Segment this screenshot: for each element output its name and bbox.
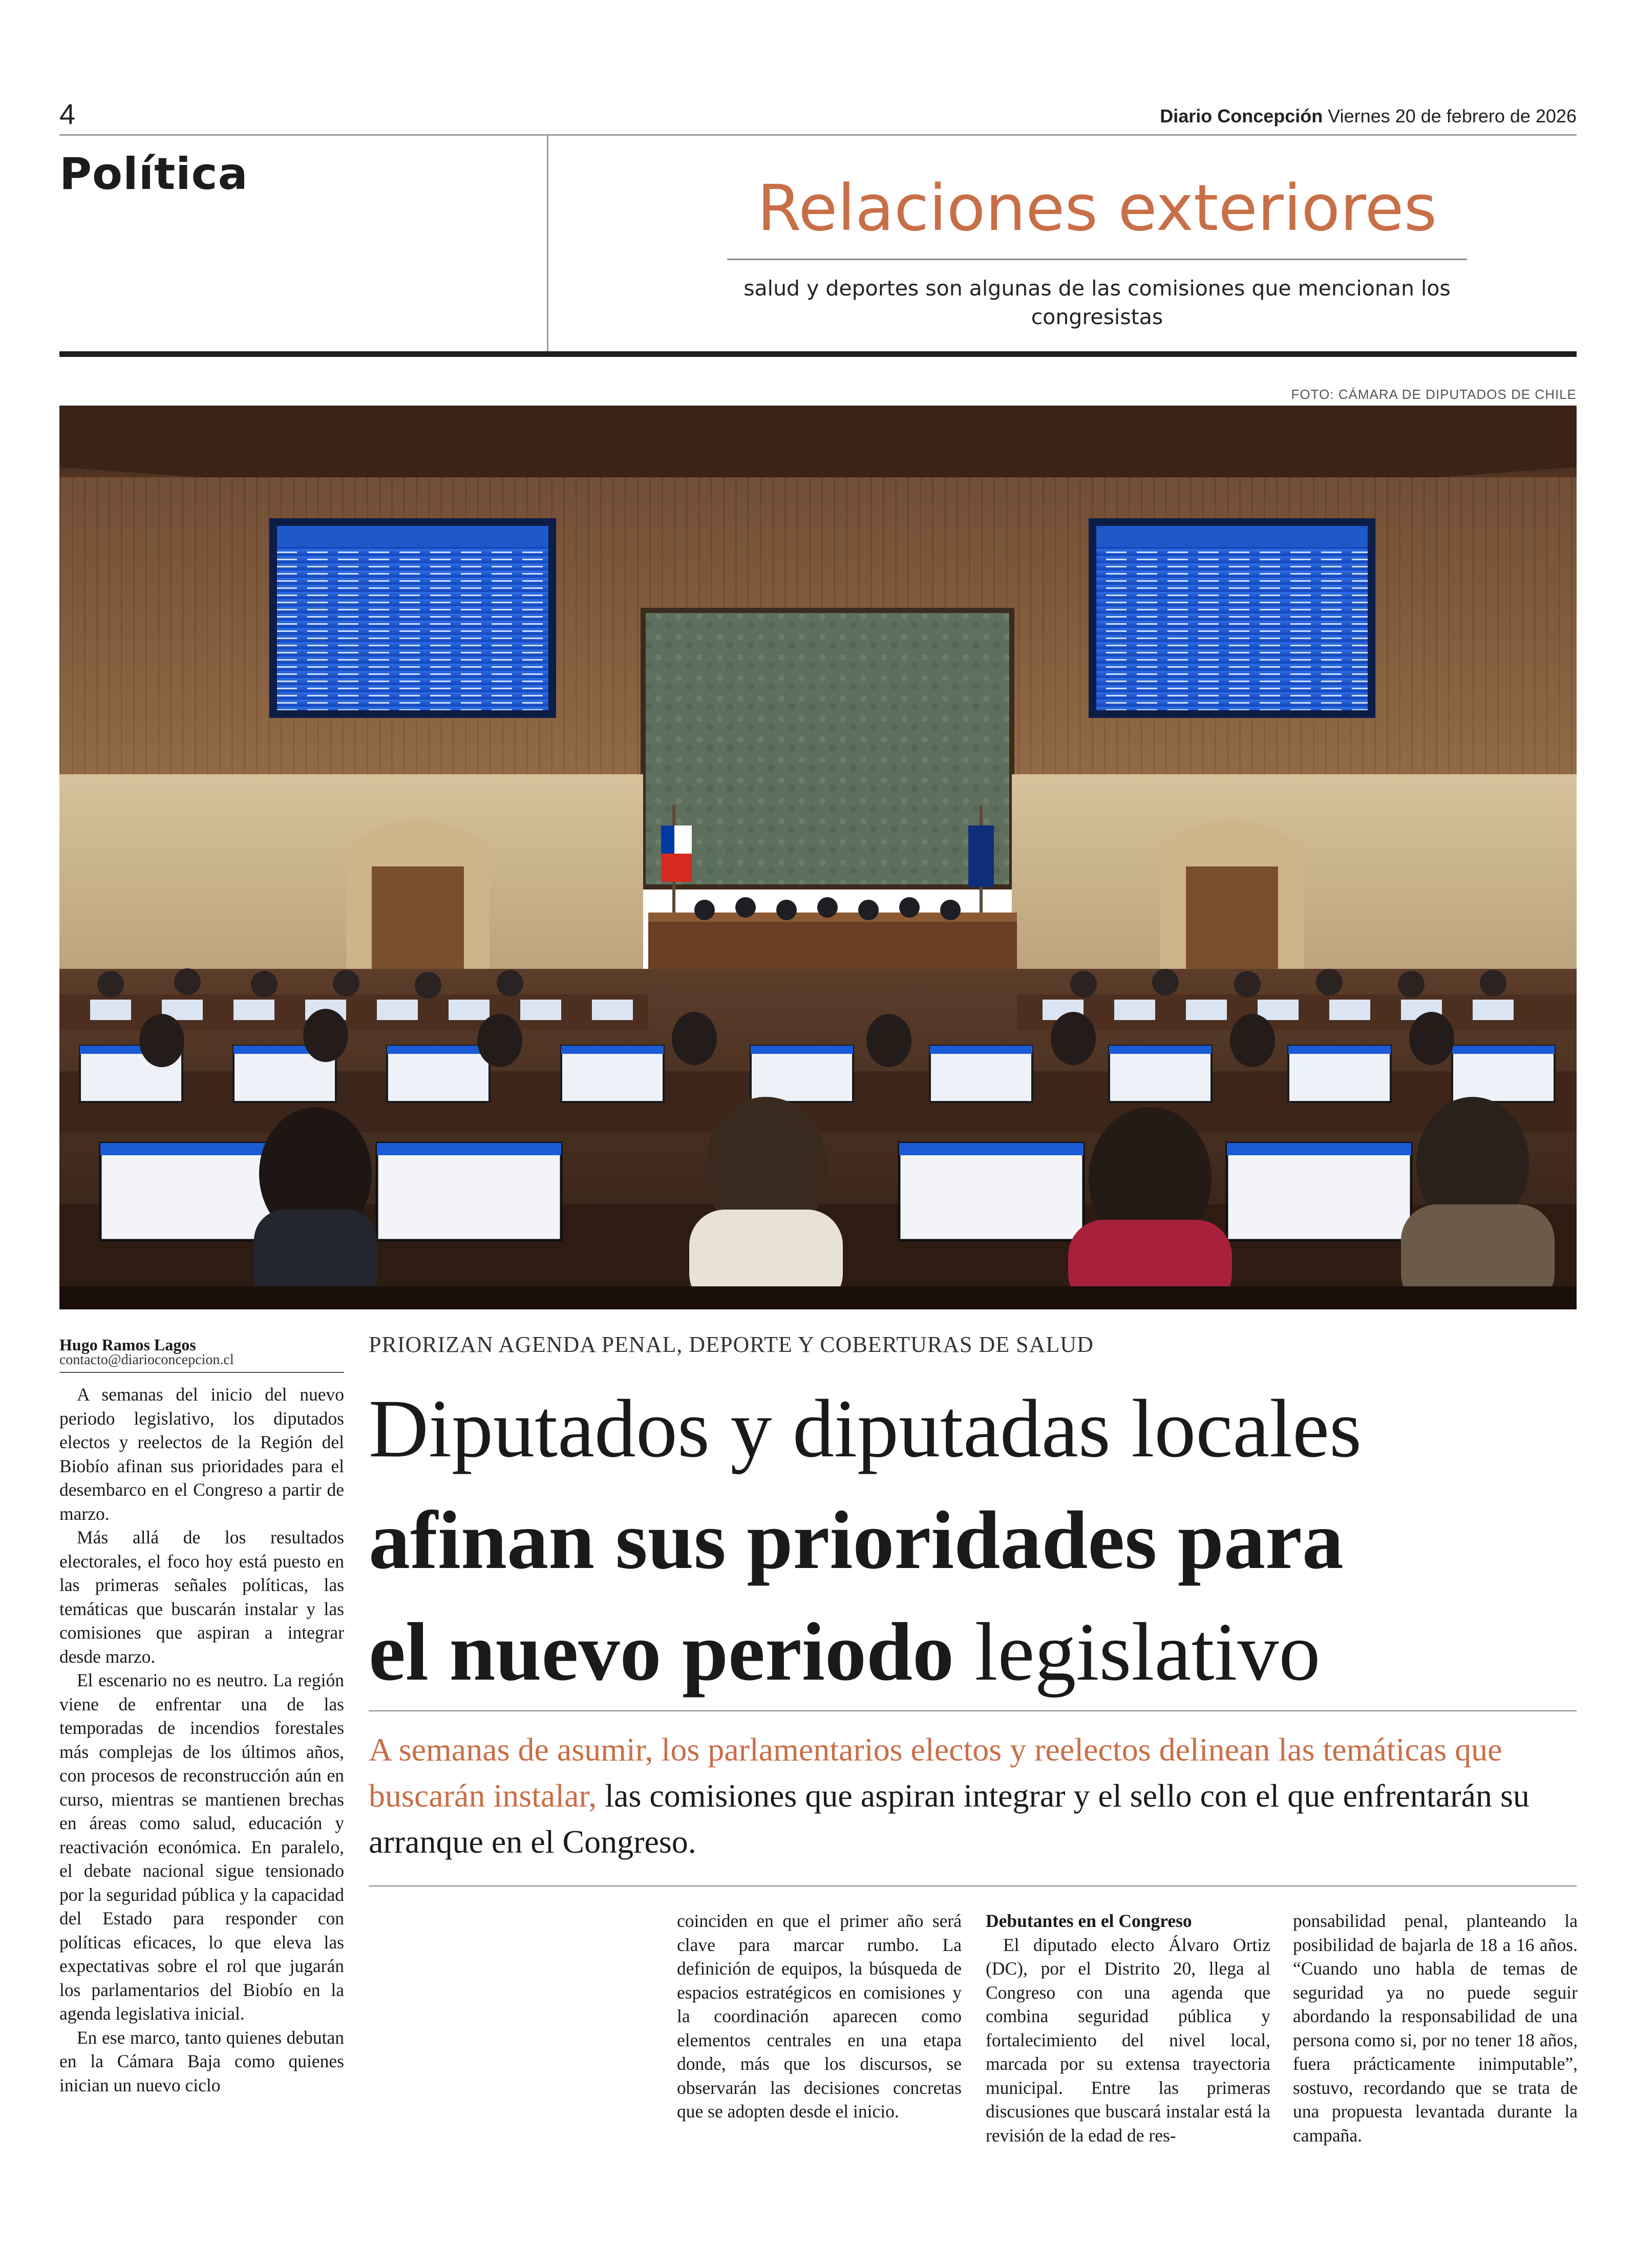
deck-rule-top: [369, 1710, 1577, 1711]
chamber-photo: [59, 406, 1577, 1309]
headline-line-2: afinan sus prioridades para: [369, 1495, 1344, 1586]
masthead: [1160, 105, 1577, 127]
paragraph: El escenario no es neutro. La región viene de enfrentar una de las temporadas de incendios forestales más complejas de los últimos años, con procesos de reconstrucción aún en curso, mientras se mantienen brechas en áreas como salud, educación y reactivación económica. En paralelo, el debate nacional sigue tensionado por la seguridad pública y la capacidad del Estado para responder con políticas eficaces, lo que eleva las expectativas sobre el rol que jugarán los parlamentarios del Biobío en la agenda legislativa inicial.: [59, 1670, 344, 2024]
paragraph: coinciden en que el primer año será clave para marcar rumbo. La definición de equipos, la búsqueda de espacios estratégicos en comisiones y la coordinación aparecen como elementos centrales en una etapa donde, más que los discursos, se observarán las decisiones concretas que se adopten desde el inicio.: [677, 1911, 962, 2122]
paragraph: En ese marco, tanto quienes debutan en la Cámara Baja como quienes inician un nuevo ciclo: [59, 2027, 344, 2095]
deck-rule-bottom: [369, 1885, 1577, 1887]
paragraph: Más allá de los resultados electorales, el foco hoy está puesto en las primeras señales políticas, las temáticas que buscarán instalar y las comisiones que aspiran a integrar desde marzo.: [59, 1527, 344, 1667]
body-column-1: [59, 1383, 344, 2097]
kicker-title: Relaciones exteriores: [757, 172, 1437, 245]
masthead-name: Diario Concepción: [1160, 105, 1323, 126]
header-thick-rule: [59, 351, 1577, 357]
kicker-subtitle: salud y deportes son algunas de las comisiones que mencionan los congresistas: [743, 276, 1451, 329]
page-number: 4: [59, 98, 76, 130]
kicker-rule: [727, 259, 1467, 260]
paragraph: A semanas del inicio del nuevo periodo legislativo, los diputados electos y reelectos de la Región del Biobío afinan sus prioridades para el desembarco en el Congreso a partir de marzo.: [59, 1384, 344, 1524]
body-column-2: [677, 1909, 962, 2124]
section-label: Política: [59, 149, 248, 200]
body-column-4: [1293, 1909, 1578, 2147]
photo-credit: FOTO: CÁMARA DE DIPUTADOS DE CHILE: [1291, 387, 1577, 402]
subhead: Debutantes en el Congreso: [986, 1911, 1192, 1931]
paragraph: ponsabilidad penal, planteando la posibilidad de bajarla de 18 a 16 años. “Cuando uno habla de temas de seguridad ya no puede seguir abordando la responsabilidad de una persona como si, por no tener 18 años, fuera prácticamente inimputable”, sostuvo, recordando que se trata de una propuesta levantada durante la campaña.: [1293, 1911, 1578, 2146]
headline-line-3: [369, 1597, 1567, 1708]
header-rule: [59, 134, 1577, 136]
deck-regular: las comisiones que aspiran integrar y el sello con el que enfrentarán su arranque en el Congreso.: [369, 1777, 1529, 1860]
headline-line-3-bold: el nuevo periodo: [369, 1606, 954, 1698]
byline-rule: [59, 1372, 344, 1373]
body-column-3: [986, 1909, 1270, 2147]
supertitle: PRIORIZAN AGENDA PENAL, DEPORTE Y COBERTURAS DE SALUD: [369, 1332, 1094, 1357]
byline-email[interactable]: contacto@diarioconcepcion.cl: [59, 1352, 234, 1368]
deck-accent: A semanas de asumir, los parlamentarios electos y reelectos delinean las temáticas que buscarán instalar,: [369, 1731, 1502, 1814]
headline-line-1: Diputados y diputadas locales: [369, 1383, 1362, 1475]
masthead-date: Viernes 20 de febrero de 2026: [1328, 105, 1577, 126]
byline-author: Hugo Ramos Lagos: [59, 1336, 196, 1354]
paragraph: El diputado electo Álvaro Ortiz (DC), por el Distrito 20, llega al Congreso con una agenda que combina seguridad pública y fortalecimiento del nivel local, marcada por su extensa trayectoria municipal. Entre las primeras discusiones que buscará instalar está la revisión de la edad de res-: [986, 1934, 1270, 2146]
section-divider: [547, 136, 548, 353]
headline: [369, 1373, 1567, 1708]
headline-line-3-regular: legislativo: [974, 1606, 1321, 1698]
deck: [369, 1727, 1567, 1865]
